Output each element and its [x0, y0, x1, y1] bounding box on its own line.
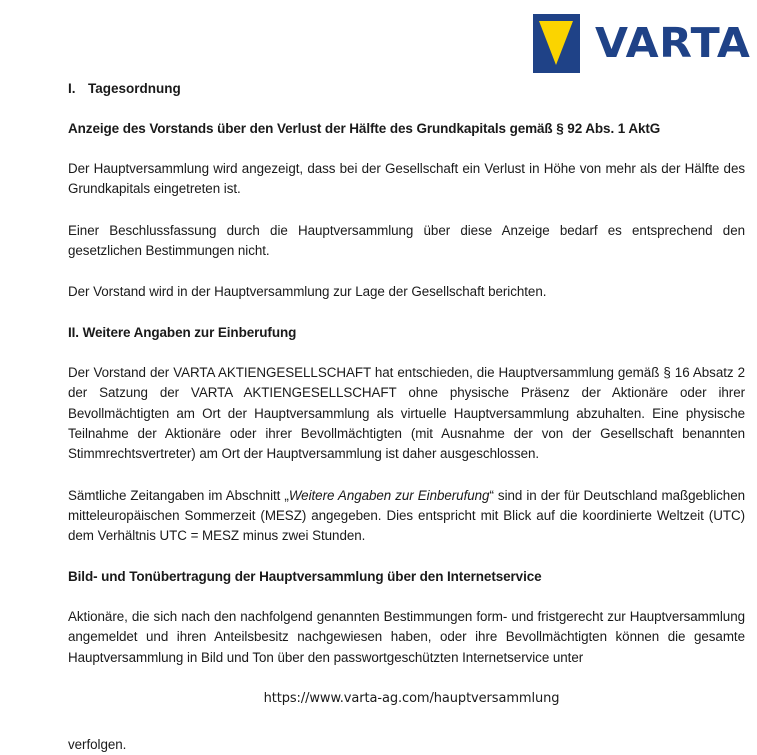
- heading-broadcast: Bild- und Tonübertragung der Hauptversammlung über den Internetservice: [68, 568, 542, 584]
- heading-loss-notice: Anzeige des Vorstands über den Verlust der Hälfte des Grundkapitals gemäß § 92 Abs. 1 AktG: [68, 120, 661, 136]
- paragraph-loss-notice-body: Der Hauptversammlung wird angezeigt, dass bei der Gesellschaft ein Verlust in Höhe von mehr als der Hälfte des Grundkapitals eingetreten ist.: [68, 160, 745, 197]
- paragraph-timezone: [68, 486, 745, 547]
- timezone-italic-reference: Weitere Angaben zur Einberufung: [288, 487, 490, 503]
- varta-triangle-mark-icon: [533, 14, 580, 73]
- internetservice-url[interactable]: https://www.varta-ag.com/hauptversammlung: [263, 691, 560, 707]
- varta-wordmark: VARTA: [595, 18, 751, 67]
- yellow-triangle-icon: [539, 21, 573, 65]
- timezone-tail-text: “ sind in der für Deutschland maßgeblichen mitteleuropäischen Sommerzeit (MESZ) angegeben. Dies entspricht mit Blick auf die koordinierte Weltzeit (UTC) dem Verhältnis UTC = MESZ minus zwei Stunden.: [68, 487, 745, 544]
- agenda-label: Tagesordnung: [88, 81, 181, 96]
- agenda-heading: [68, 80, 745, 98]
- document-content: [68, 80, 745, 755]
- heading-section-two: II. Weitere Angaben zur Einberufung: [68, 324, 297, 340]
- timezone-lead-text: Sämtliche Zeitangaben im Abschnitt „: [68, 487, 289, 503]
- agenda-number: I.: [68, 81, 76, 96]
- paragraph-board-report: Der Vorstand wird in der Hauptversammlung zur Lage der Gesellschaft berichten.: [68, 284, 547, 300]
- paragraph-follow-up: verfolgen.: [68, 736, 127, 752]
- varta-logo: [533, 13, 751, 73]
- paragraph-broadcast-body: Aktionäre, die sich nach den nachfolgend genannten Bestimmungen form- und fristgerecht zur Hauptversammlung angemeldet und ihren Anteilsbesitz nachgewiesen haben, oder ihre Bevollmächtigten können die gesamte Hauptversammlung in Bild und Ton über den passwortgeschützten Internetservice unter: [68, 609, 745, 665]
- paragraph-virtual-meeting: Der Vorstand der VARTA AKTIENGESELLSCHAFT hat entschieden, die Hauptversammlung gemäß § 16 Absatz 2 der Satzung der VARTA AKTIENGESELLSCHAFT ohne physische Präsenz der Aktionäre oder ihrer Bevollmächtigten am Ort der Hauptversammlung als virtuelle Hauptversammlung abzuhalten. Eine physische Teilnahme der Aktionäre oder ihrer Bevollmächtigten (mit Ausnahme der von der Gesellschaft benannten Stimmrechtsvertreter) am Ort der Hauptversammlung ist daher ausgeschlossen.: [68, 364, 745, 462]
- paragraph-no-resolution-required: Einer Beschlussfassung durch die Hauptversammlung über diese Anzeige bedarf es entsprechend den gesetzlichen Bestimmungen nicht.: [68, 222, 745, 258]
